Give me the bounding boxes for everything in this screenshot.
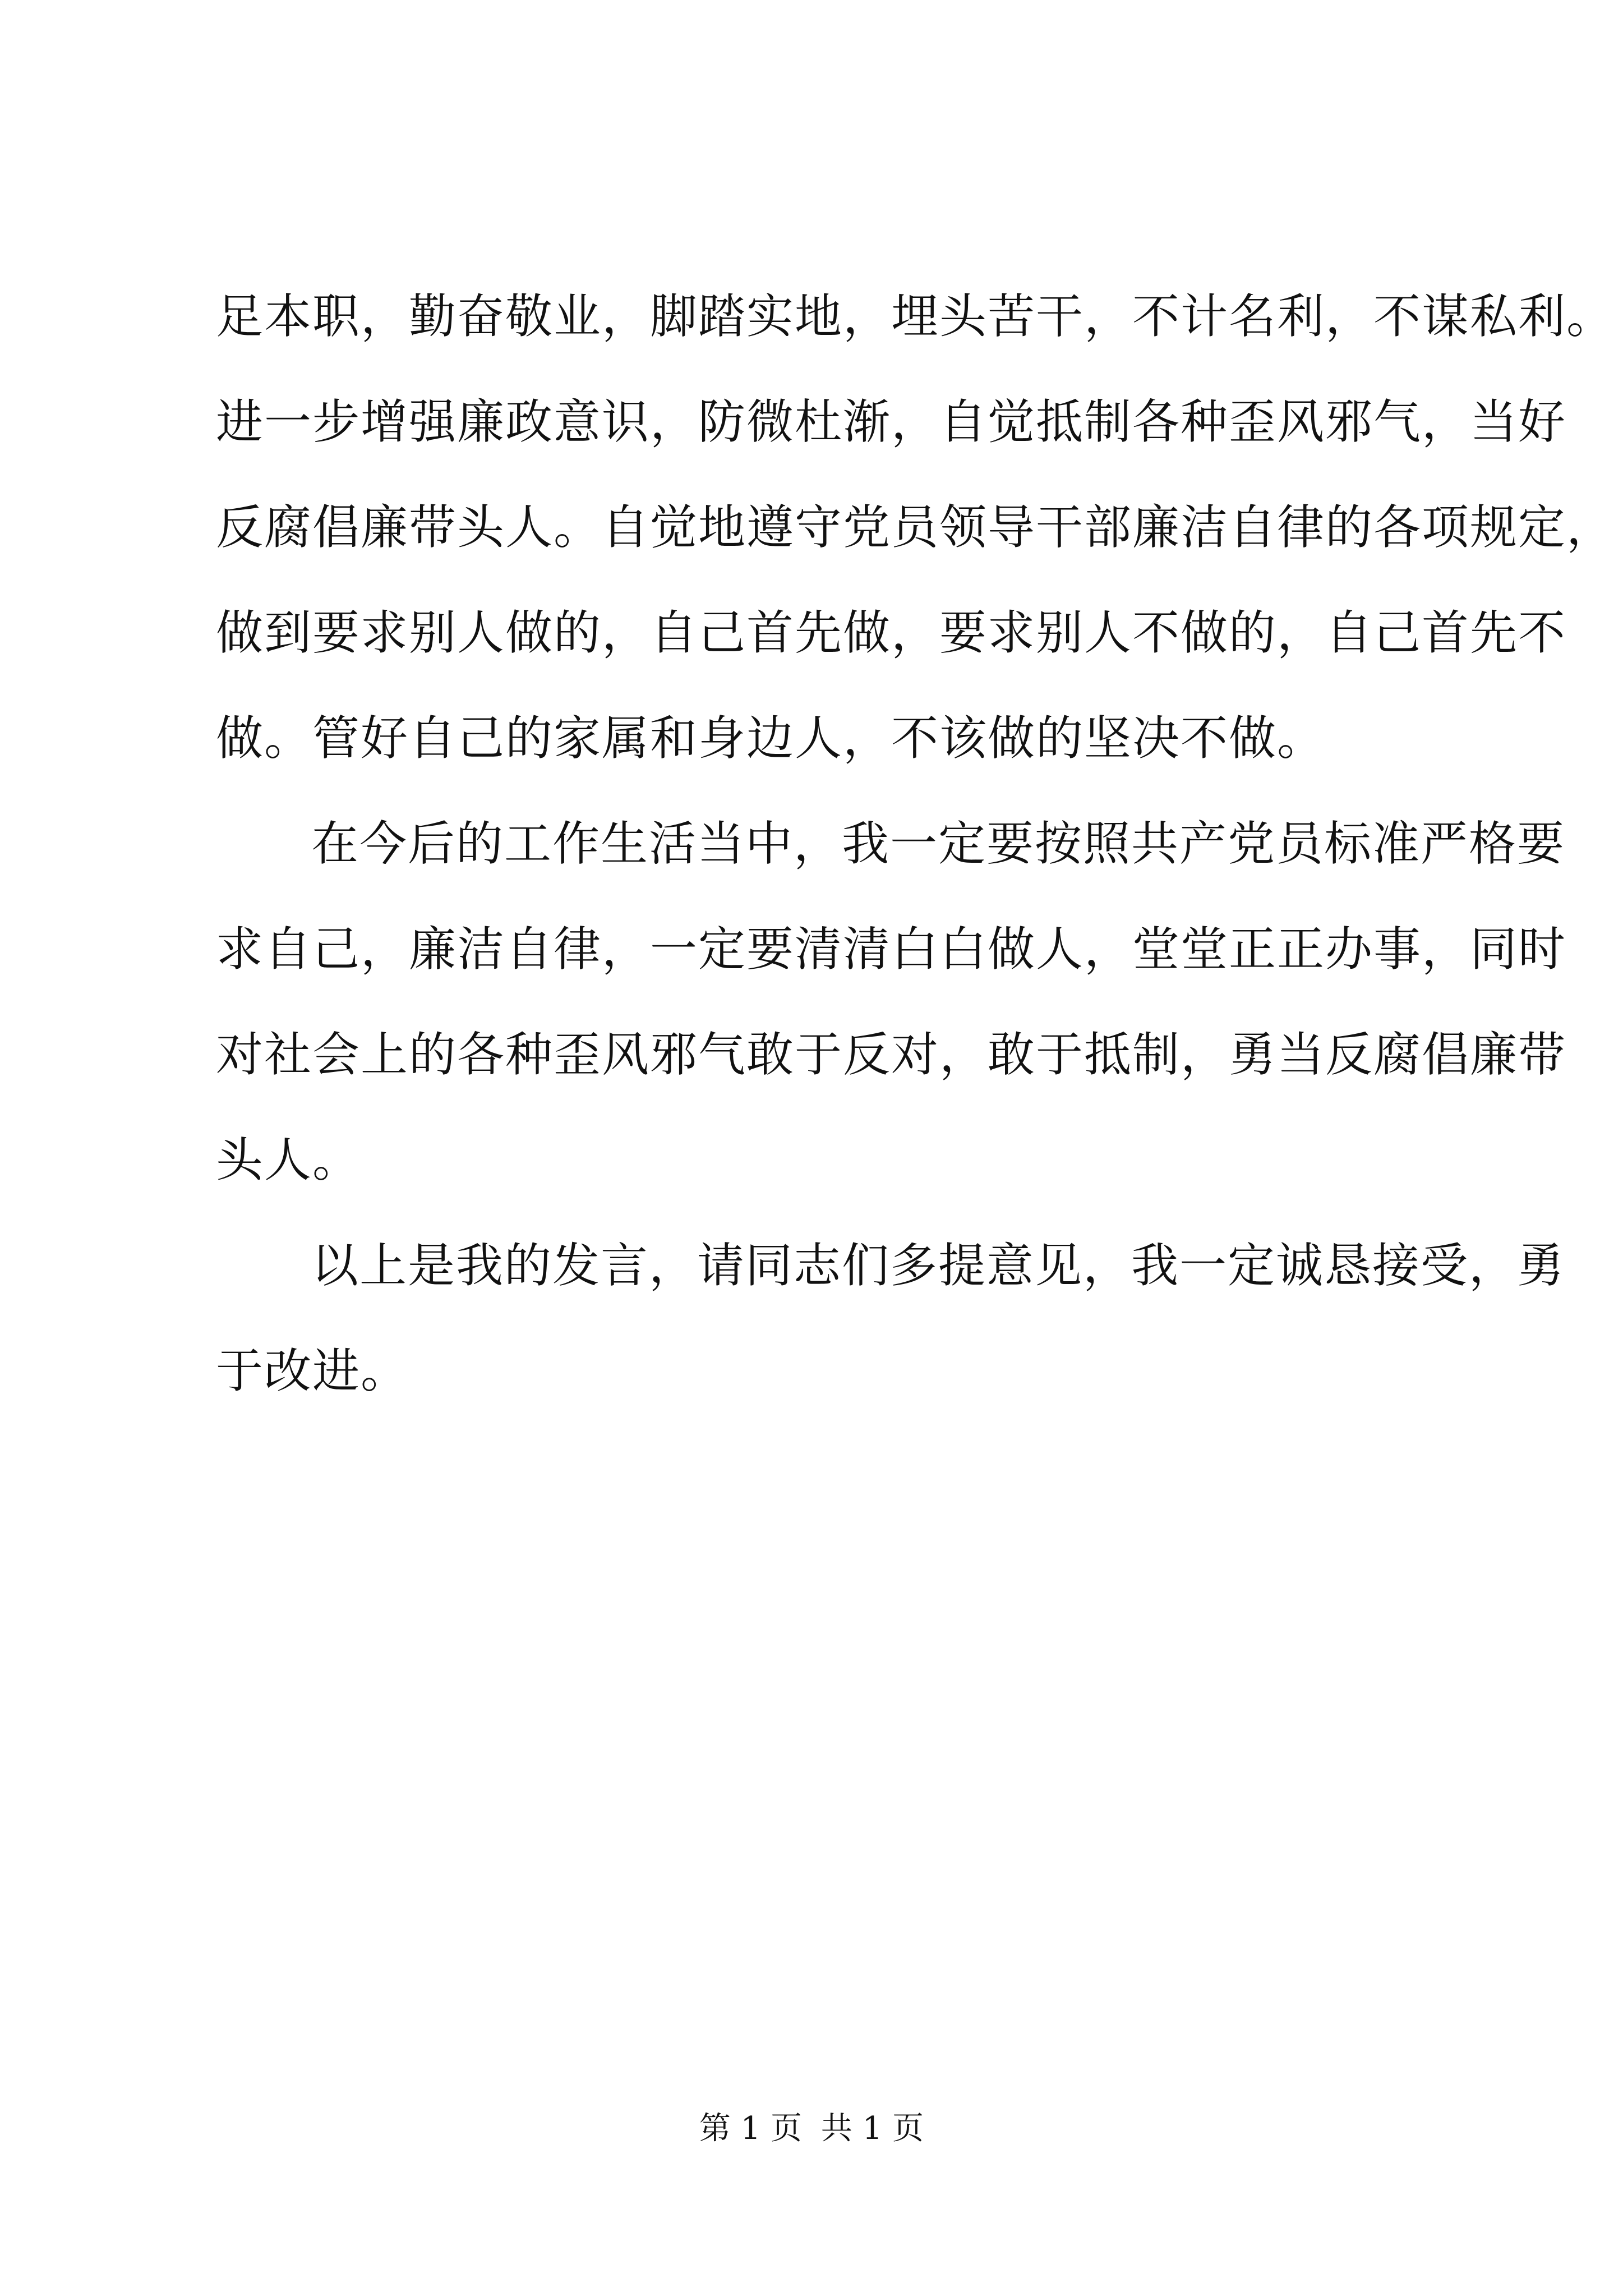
text-line: 进一步增强廉政意识，防微杜渐，自觉抵制各种歪风邪气，当好 — [216, 394, 1567, 449]
paragraph-start-line: 在今后的工作生活当中，我一定要按照共产党员标准严格要 — [311, 816, 1566, 871]
text-line: 头人。 — [216, 1133, 361, 1188]
document-body — [216, 264, 1615, 1424]
text-line: 足本职，勤奋敬业，脚踏实地，埋头苦干，不计名利，不谋私利。 — [216, 289, 1615, 344]
text-line: 反腐倡廉带头人。自觉地遵守党员领导干部廉洁自律的各项规定， — [216, 500, 1615, 555]
page-footer — [0, 2106, 1623, 2151]
text-line: 做。管好自己的家属和身边人，不该做的坚决不做。 — [216, 711, 1326, 766]
text-line: 于改进。 — [216, 1343, 409, 1398]
text-line: 做到要求别人做的，自己首先做，要求别人不做的，自己首先不 — [216, 605, 1567, 660]
text-line: 对社会上的各种歪风邪气敢于反对，敢于抵制，勇当反腐倡廉带 — [216, 1027, 1567, 1082]
text-line: 求自己，廉洁自律，一定要清清白白做人，堂堂正正办事，同时 — [216, 922, 1567, 977]
page-number: 第 1 页 — [699, 2110, 803, 2147]
paragraph-start-line: 以上是我的发言，请同志们多提意见，我一定诚恳接受，勇 — [311, 1238, 1566, 1293]
total-pages: 共 1 页 — [820, 2110, 924, 2147]
